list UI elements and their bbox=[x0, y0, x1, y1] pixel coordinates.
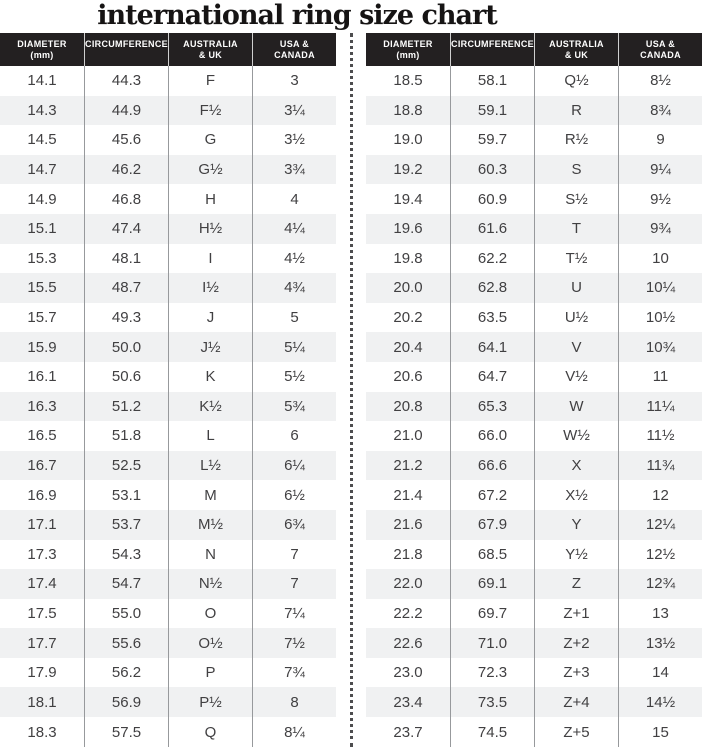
table-row bbox=[0, 184, 336, 214]
table-cell: 55.6 bbox=[84, 628, 168, 658]
table-header bbox=[0, 33, 336, 66]
table-cell: 66.0 bbox=[450, 421, 534, 451]
table-cell: Z bbox=[534, 569, 618, 599]
table-cell: 19.2 bbox=[366, 155, 450, 185]
table-row bbox=[366, 628, 702, 658]
table-cell: F½ bbox=[168, 96, 252, 126]
table-cell: G½ bbox=[168, 155, 252, 185]
table-cell: 50.6 bbox=[84, 362, 168, 392]
table-cell: 54.7 bbox=[84, 569, 168, 599]
header-label-line: DIAMETER bbox=[17, 38, 67, 49]
table-cell: 10 bbox=[618, 244, 702, 274]
table-cell: 9¼ bbox=[618, 155, 702, 185]
table-cell: K½ bbox=[168, 392, 252, 422]
table-cell: Q½ bbox=[534, 66, 618, 96]
table-cell: 20.6 bbox=[393, 368, 423, 386]
table-row bbox=[0, 421, 336, 451]
table-cell: 12¼ bbox=[618, 510, 702, 540]
table-cell: 7 bbox=[252, 540, 336, 570]
table-cell: Z+4 bbox=[534, 687, 618, 717]
table-row bbox=[366, 155, 702, 185]
table-cell: T½ bbox=[534, 244, 618, 274]
table-cell: 44.3 bbox=[84, 66, 168, 96]
table-cell: 7¾ bbox=[252, 658, 336, 688]
table-cell: 4¼ bbox=[252, 214, 336, 244]
tables-container bbox=[0, 33, 702, 747]
table-cell: 12 bbox=[618, 480, 702, 510]
table-cell: 11 bbox=[618, 362, 702, 392]
column-header-australia-uk bbox=[534, 33, 618, 66]
table-cell: 10¼ bbox=[618, 273, 702, 303]
table-cell: H bbox=[168, 184, 252, 214]
table-cell: P½ bbox=[168, 687, 252, 717]
table-row bbox=[0, 332, 336, 362]
table-body-left bbox=[0, 66, 336, 747]
table-row bbox=[0, 569, 336, 599]
table-cell: 13½ bbox=[618, 628, 702, 658]
table-cell: 74.5 bbox=[450, 717, 534, 747]
table-row bbox=[0, 658, 336, 688]
table-cell: 12½ bbox=[618, 540, 702, 570]
table-row bbox=[366, 599, 702, 629]
page-title: international ring size chart bbox=[97, 0, 497, 31]
table-body-right bbox=[366, 66, 702, 747]
table-row bbox=[366, 569, 702, 599]
table-row bbox=[0, 451, 336, 481]
table-cell: 48.1 bbox=[84, 244, 168, 274]
table-cell: S bbox=[534, 155, 618, 185]
table-row bbox=[366, 540, 702, 570]
table-cell: 5¾ bbox=[252, 392, 336, 422]
table-cell: 15.1 bbox=[0, 214, 84, 244]
table-cell: 21.6 bbox=[366, 510, 450, 540]
table-cell: J bbox=[168, 303, 252, 333]
table-cell: 5½ bbox=[252, 362, 336, 392]
table-cell: 16.7 bbox=[0, 451, 84, 481]
table-cell: 14.9 bbox=[27, 190, 57, 208]
header-label-line: AUSTRALIA bbox=[183, 38, 238, 49]
table-cell: U½ bbox=[534, 303, 618, 333]
table-cell: V½ bbox=[534, 362, 618, 392]
table-cell: I bbox=[168, 244, 252, 274]
header-label-line: USA & bbox=[279, 38, 310, 49]
table-row bbox=[0, 362, 336, 392]
table-cell: Z+2 bbox=[534, 628, 618, 658]
table-cell: 18.1 bbox=[0, 687, 84, 717]
table-cell: Y bbox=[534, 510, 618, 540]
table-cell: 53.1 bbox=[84, 480, 168, 510]
table-cell: 19.6 bbox=[366, 214, 450, 244]
table-row bbox=[0, 273, 336, 303]
table-cell: 16.3 bbox=[0, 392, 84, 422]
table-row bbox=[366, 687, 702, 717]
table-row bbox=[366, 362, 702, 392]
table-cell: 6¾ bbox=[252, 510, 336, 540]
table-cell: 22.6 bbox=[366, 628, 450, 658]
table-cell: F bbox=[168, 66, 252, 96]
table-cell: 52.5 bbox=[84, 451, 168, 481]
header-label-line bbox=[85, 50, 168, 61]
table-row bbox=[0, 628, 336, 658]
table-cell: P bbox=[168, 658, 252, 688]
table-cell: 60.3 bbox=[450, 155, 534, 185]
table-cell: 66.6 bbox=[450, 451, 534, 481]
table-cell: 17.7 bbox=[0, 628, 84, 658]
table-cell: 45.6 bbox=[84, 125, 168, 155]
table-row bbox=[0, 214, 336, 244]
table-cell: 11¾ bbox=[618, 451, 702, 481]
table-cell: X bbox=[534, 451, 618, 481]
table-cell: 17.4 bbox=[0, 569, 84, 599]
table-row bbox=[366, 273, 702, 303]
table-row bbox=[0, 687, 336, 717]
table-cell: N½ bbox=[168, 569, 252, 599]
column-header-diameter bbox=[366, 33, 450, 66]
table-row bbox=[366, 96, 702, 126]
table-row bbox=[0, 66, 336, 96]
header-row bbox=[0, 33, 336, 66]
table-cell: 64.7 bbox=[450, 362, 534, 392]
table-cell: 21.8 bbox=[393, 545, 423, 563]
table-cell: S½ bbox=[534, 184, 618, 214]
table-cell: 8½ bbox=[618, 66, 702, 96]
table-row bbox=[0, 244, 336, 274]
table-cell: Z+1 bbox=[534, 599, 618, 629]
table-cell: 62.2 bbox=[450, 244, 534, 274]
table-cell: 4½ bbox=[252, 244, 336, 274]
table-cell: 14.5 bbox=[27, 131, 57, 149]
table-cell: 23.0 bbox=[393, 664, 423, 682]
header-label-line: CIRCUMFERENCE bbox=[451, 38, 534, 49]
table-cell: J½ bbox=[168, 332, 252, 362]
column-header-circumference bbox=[450, 33, 534, 66]
table-cell: T bbox=[534, 214, 618, 244]
table-cell: 10½ bbox=[618, 303, 702, 333]
table-row bbox=[366, 244, 702, 274]
table-cell: 9½ bbox=[618, 184, 702, 214]
header-label-line: CANADA bbox=[640, 49, 681, 60]
table-row bbox=[366, 421, 702, 451]
table-cell: 17.1 bbox=[0, 510, 84, 540]
table-cell: 23.7 bbox=[393, 723, 423, 741]
table-row bbox=[0, 540, 336, 570]
table-cell: G bbox=[168, 125, 252, 155]
table-cell: H½ bbox=[168, 214, 252, 244]
table-cell: L bbox=[168, 421, 252, 451]
table-row bbox=[366, 451, 702, 481]
table-row bbox=[0, 717, 336, 747]
table-row bbox=[366, 392, 702, 422]
table-header bbox=[366, 33, 702, 66]
table-cell: 23.4 bbox=[366, 687, 450, 717]
table-cell: 18.5 bbox=[393, 72, 423, 90]
header-row bbox=[366, 33, 702, 66]
table-cell: 19.0 bbox=[393, 131, 423, 149]
header-label-line: (mm) bbox=[30, 49, 54, 60]
column-header-circumference bbox=[84, 33, 168, 66]
table-cell: 20.0 bbox=[366, 273, 450, 303]
table-cell: 61.6 bbox=[450, 214, 534, 244]
table-cell: W½ bbox=[534, 421, 618, 451]
table-row bbox=[0, 599, 336, 629]
table-cell: 8¾ bbox=[618, 96, 702, 126]
table-cell: Z+3 bbox=[534, 658, 618, 688]
table-cell: 15.3 bbox=[27, 249, 57, 267]
table-row bbox=[366, 66, 702, 96]
table-cell: 13 bbox=[618, 599, 702, 629]
table-cell: 16.5 bbox=[27, 427, 57, 445]
table-cell: 15.5 bbox=[0, 273, 84, 303]
table-cell: 14.3 bbox=[0, 96, 84, 126]
table-cell: 69.7 bbox=[450, 599, 534, 629]
table-cell: 18.8 bbox=[366, 96, 450, 126]
table-cell: 20.8 bbox=[366, 392, 450, 422]
table-cell: 73.5 bbox=[450, 687, 534, 717]
table-cell: 7¼ bbox=[252, 599, 336, 629]
table-cell: 14½ bbox=[618, 687, 702, 717]
table-cell: 5 bbox=[252, 303, 336, 333]
table-cell: 62.8 bbox=[450, 273, 534, 303]
header-label-line: & UK bbox=[198, 49, 223, 60]
header-label-line: CANADA bbox=[274, 49, 315, 60]
column-header-usa-canada bbox=[252, 33, 336, 66]
table-cell: 8¼ bbox=[252, 717, 336, 747]
header-label-line bbox=[451, 50, 534, 61]
table-row bbox=[366, 303, 702, 333]
table-cell: 7½ bbox=[252, 628, 336, 658]
table-cell: 3 bbox=[252, 66, 336, 96]
table-cell: 4¾ bbox=[252, 273, 336, 303]
table-cell: 21.2 bbox=[366, 451, 450, 481]
table-cell: 20.4 bbox=[366, 332, 450, 362]
column-header-australia-uk bbox=[168, 33, 252, 66]
table-cell: O½ bbox=[168, 628, 252, 658]
table-cell: 51.8 bbox=[84, 421, 168, 451]
table-cell: 12¾ bbox=[618, 569, 702, 599]
table-row bbox=[366, 510, 702, 540]
table-row bbox=[366, 480, 702, 510]
table-cell: 14.7 bbox=[0, 155, 84, 185]
table-cell: 10¾ bbox=[618, 332, 702, 362]
table-cell: 21.0 bbox=[393, 427, 423, 445]
table-cell: M½ bbox=[168, 510, 252, 540]
column-header-usa-canada bbox=[618, 33, 702, 66]
table-cell: 54.3 bbox=[84, 540, 168, 570]
table-cell: 3¼ bbox=[252, 96, 336, 126]
table-cell: 16.1 bbox=[27, 368, 57, 386]
table-row bbox=[366, 214, 702, 244]
table-cell: Z+5 bbox=[534, 717, 618, 747]
table-cell: 3¾ bbox=[252, 155, 336, 185]
table-cell: 49.3 bbox=[84, 303, 168, 333]
dotted-divider bbox=[350, 33, 353, 747]
header-label-line: & UK bbox=[564, 49, 589, 60]
table-cell: 17.3 bbox=[27, 545, 57, 563]
table-cell: 68.5 bbox=[450, 540, 534, 570]
table-cell: M bbox=[168, 480, 252, 510]
header-label-line: AUSTRALIA bbox=[549, 38, 604, 49]
table-row bbox=[0, 96, 336, 126]
column-header-diameter bbox=[0, 33, 84, 66]
table-row bbox=[366, 184, 702, 214]
table-cell: 20.2 bbox=[393, 309, 423, 327]
table-cell: V bbox=[534, 332, 618, 362]
table-cell: 5¼ bbox=[252, 332, 336, 362]
table-cell: U bbox=[534, 273, 618, 303]
table-cell: 46.2 bbox=[84, 155, 168, 185]
table-cell: 9¾ bbox=[618, 214, 702, 244]
table-cell: I½ bbox=[168, 273, 252, 303]
table-cell: 22.0 bbox=[366, 569, 450, 599]
table-cell: R½ bbox=[534, 125, 618, 155]
table-cell: 50.0 bbox=[84, 332, 168, 362]
table-cell: 44.9 bbox=[84, 96, 168, 126]
table-cell: R bbox=[534, 96, 618, 126]
table-cell: 53.7 bbox=[84, 510, 168, 540]
table-cell: N bbox=[168, 540, 252, 570]
table-cell: 72.3 bbox=[450, 658, 534, 688]
table-cell: 8 bbox=[252, 687, 336, 717]
table-cell: 67.9 bbox=[450, 510, 534, 540]
table-cell: X½ bbox=[534, 480, 618, 510]
table-cell: 48.7 bbox=[84, 273, 168, 303]
table-cell: 56.2 bbox=[84, 658, 168, 688]
table-cell: 57.5 bbox=[84, 717, 168, 747]
table-cell: 19.4 bbox=[393, 190, 423, 208]
table-row bbox=[0, 480, 336, 510]
table-row bbox=[366, 332, 702, 362]
table-row bbox=[0, 155, 336, 185]
table-cell: K bbox=[168, 362, 252, 392]
table-cell: 46.8 bbox=[84, 184, 168, 214]
table-row bbox=[0, 510, 336, 540]
table-cell: 21.4 bbox=[393, 486, 423, 504]
table-cell: 64.1 bbox=[450, 332, 534, 362]
table-cell: 14 bbox=[618, 658, 702, 688]
table-cell: 65.3 bbox=[450, 392, 534, 422]
table-cell: 16.9 bbox=[27, 486, 57, 504]
table-cell: 19.8 bbox=[393, 249, 423, 267]
table-row bbox=[0, 303, 336, 333]
table-cell: W bbox=[534, 392, 618, 422]
table-cell: 14.1 bbox=[27, 72, 57, 90]
header-label-line: CIRCUMFERENCE bbox=[85, 38, 168, 49]
table-cell: 51.2 bbox=[84, 392, 168, 422]
table-cell: 15.9 bbox=[0, 332, 84, 362]
table-cell: 69.1 bbox=[450, 569, 534, 599]
table-cell: 3½ bbox=[252, 125, 336, 155]
table-cell: 4 bbox=[252, 184, 336, 214]
table-cell: 11¼ bbox=[618, 392, 702, 422]
table-cell: 60.9 bbox=[450, 184, 534, 214]
table-row bbox=[366, 717, 702, 747]
table-cell: Q bbox=[168, 717, 252, 747]
table-cell: 47.4 bbox=[84, 214, 168, 244]
table-cell: 63.5 bbox=[450, 303, 534, 333]
table-cell: 15 bbox=[618, 717, 702, 747]
table-cell: L½ bbox=[168, 451, 252, 481]
table-cell: 71.0 bbox=[450, 628, 534, 658]
table-cell: 59.7 bbox=[450, 125, 534, 155]
table-cell: 55.0 bbox=[84, 599, 168, 629]
table-cell: O bbox=[168, 599, 252, 629]
table-row bbox=[0, 392, 336, 422]
header-label-line: USA & bbox=[645, 38, 676, 49]
table-cell: 15.7 bbox=[27, 309, 57, 327]
table-cell: 56.9 bbox=[84, 687, 168, 717]
ring-size-table-right bbox=[366, 33, 702, 747]
table-cell: 17.9 bbox=[27, 664, 57, 682]
table-cell: 67.2 bbox=[450, 480, 534, 510]
table-row bbox=[366, 125, 702, 155]
table-cell: 6½ bbox=[252, 480, 336, 510]
header-label-line: DIAMETER bbox=[383, 38, 433, 49]
table-cell: 7 bbox=[252, 569, 336, 599]
header-label-line: (mm) bbox=[396, 49, 420, 60]
ring-size-table-left bbox=[0, 33, 336, 747]
table-cell: 58.1 bbox=[450, 66, 534, 96]
table-cell: 6¼ bbox=[252, 451, 336, 481]
table-cell: 18.3 bbox=[27, 723, 57, 741]
table-cell: 11½ bbox=[618, 421, 702, 451]
table-cell: 6 bbox=[252, 421, 336, 451]
table-cell: 17.5 bbox=[27, 604, 57, 622]
table-cell: 9 bbox=[618, 125, 702, 155]
table-cell: 59.1 bbox=[450, 96, 534, 126]
table-cell: 22.2 bbox=[393, 604, 423, 622]
table-row bbox=[366, 658, 702, 688]
table-cell: Y½ bbox=[534, 540, 618, 570]
table-row bbox=[0, 125, 336, 155]
